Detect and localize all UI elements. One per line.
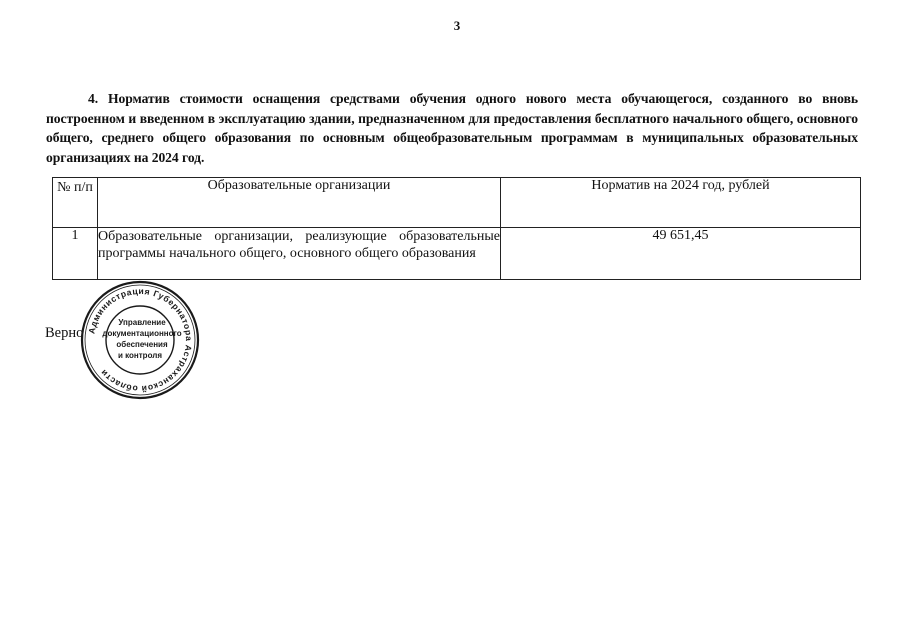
table-row — [53, 228, 861, 280]
seal-line-3: обеспечения — [116, 340, 168, 349]
verno-label: Верно — [45, 325, 84, 341]
norm-table — [52, 177, 861, 280]
seal-line-2: документационного — [102, 329, 182, 338]
seal-line-4: и контроля — [118, 351, 162, 360]
norm-paragraph — [46, 89, 858, 167]
official-seal-icon — [78, 280, 202, 400]
row-org: Образовательные организации, реализующие образовательные программы начального общего, основного общего образования — [98, 228, 501, 280]
header-org: Образовательные организации — [98, 178, 501, 228]
row-norm: 49 651,45 — [501, 228, 861, 280]
seal-line-1: Управление — [118, 318, 166, 327]
header-norm: Норматив на 2024 год, рублей — [501, 178, 861, 228]
header-num: № п/п — [53, 178, 98, 228]
table-header-row — [53, 178, 861, 228]
paragraph-text: 4. Норматив стоимости оснащения средствами обучения одного нового места обучающегося, созданного во вновь построенном и введенном в эксплуатацию здании, предназначенном для предоставления бесплатного начального общего, основного общего, среднего общего образования по основным общеобразовательным программам в муниципальных образовательных организациях на 2024 год. — [46, 91, 858, 165]
row-num: 1 — [53, 228, 98, 280]
page-number: 3 — [453, 18, 461, 33]
seal-ring-text: Администрация Губернатора Астраханской области — [86, 285, 195, 395]
